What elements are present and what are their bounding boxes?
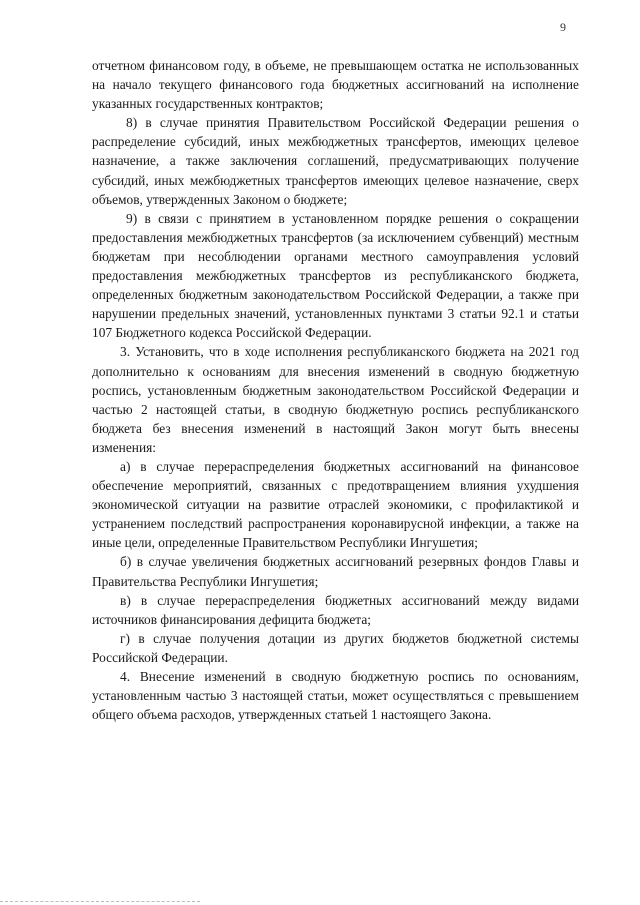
- paragraph-section-4: 4. Внесение изменений в сводную бюджетную роспись по основаниям, установленным частью 3 настоящей статьи, может осуществляться с превышением общего объема расходов, утвержденных статьей 1 настоящего Закона.: [92, 669, 579, 723]
- paragraph-item-9: 9) в связи с принятием в установленном порядке решения о сокращении предоставления межбюджетных трансфертов (за исключением субвенций) местным бюджетам при несоблюдении органами местного самоуправления условий предоставления межбюджетных трансфертов из республиканского бюджета, определенных бюджетным законодательством Российской Федерации, а также при нарушении предельных значений, установленных пунктами 3 статьи 92.1 и статьи 107 Бюджетного кодекса Российской Федерации.: [92, 210, 579, 341]
- paragraph-item-v: в) в случае перераспределения бюджетных ассигнований между видами источников финансирования дефицита бюджета;: [92, 592, 579, 627]
- paragraph-item-b: б) в случае увеличения бюджетных ассигнований резервных фондов Главы и Правительства Республики Ингушетия;: [92, 554, 579, 589]
- document-body: [92, 56, 579, 724]
- paragraph-item-8: 8) в случае принятия Правительством Российской Федерации решения о распределение субсидий, иных межбюджетных трансфертов, имеющих целевое назначение, а также заключения соглашений, предусматривающих получение субсидий, иных межбюджетных трансфертов имеющих целевое назначение, сверх объемов, утвержденных Законом о бюджете;: [92, 115, 579, 207]
- paragraph-item-a: а) в случае перераспределения бюджетных ассигнований на финансовое обеспечение мероприятий, связанных с предотвращением влияния ухудшения экономической ситуации на развитие отраслей экономики, с профилактикой и устранением последствий распространения коронавирусной инфекции, а также на иные цели, определенные Правительством Республики Ингушетия;: [92, 458, 579, 551]
- page-number: 9: [560, 20, 566, 34]
- paragraph-continuation: отчетном финансовом году, в объеме, не превышающем остатка не использованных на начало текущего финансового года бюджетных ассигнований на исполнение указанных государственных контрактов;: [92, 58, 579, 112]
- scan-edge-line: [0, 901, 200, 902]
- paragraph-item-g: г) в случае получения дотации из других бюджетов бюджетной системы Российской Федерации.: [92, 630, 579, 665]
- paragraph-section-3: 3. Установить, что в ходе исполнения республиканского бюджета на 2021 год дополнительно к основаниям для внесения изменений в сводную бюджетную роспись, установленным бюджетным законодательством Российской Федерации и частью 2 настоящей статьи, в сводную бюджетную роспись республиканского бюджета без внесения изменений в настоящий Закон могут быть внесены изменения:: [92, 344, 579, 455]
